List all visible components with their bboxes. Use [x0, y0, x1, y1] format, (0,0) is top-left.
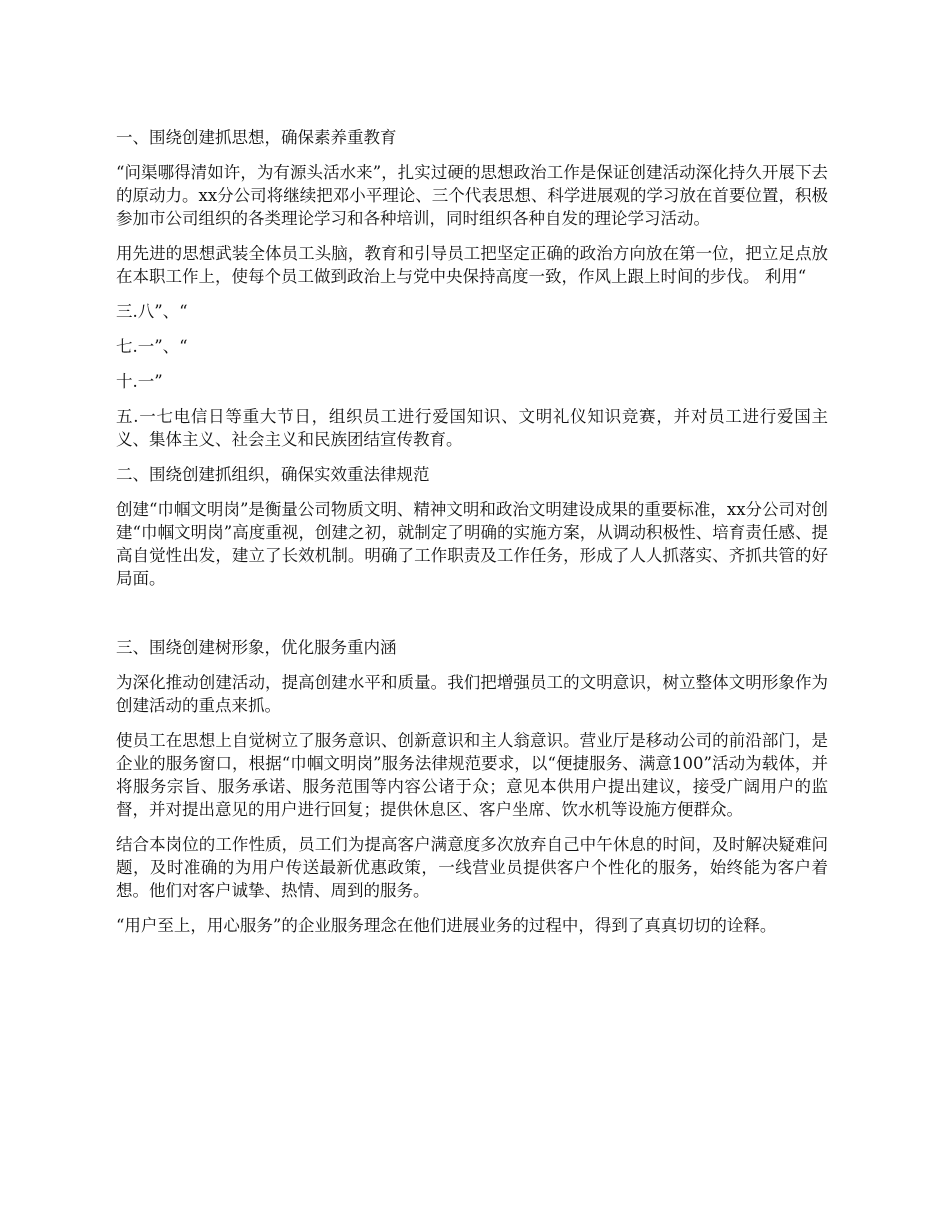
section-heading-3: 三、围绕创建树形象，优化服务重内涵: [116, 638, 397, 657]
paragraph: 七.一”、“: [116, 337, 188, 356]
section-heading-1: 一、围绕创建抓思想，确保素养重教育: [116, 128, 397, 147]
paragraph: 使员工在思想上自觉树立了服务意识、创新意识和主人翁意识。营业厅是移动公司的前沿部门，是企业的服务窗口，根据“巾帼文明岗”服务法律规范要求，以“便捷服务、满意100”活动为载体，并将服务宗旨、服务承诺、服务范围等内容公诸于众；意见本供用户提出建议，接受广阔用户的监督，并对提出意见的用户进行回复；提供休息区、客户坐席、饮水机等设施方便群众。: [116, 731, 828, 819]
document-page: [116, 126, 828, 949]
paragraph: 十.一”: [116, 372, 163, 391]
paragraph: 结合本岗位的工作性质，员工们为提高客户满意度多次放弃自己中午休息的时间，及时解决疑难问题，及时准确的为用户传送最新优惠政策，一线营业员提供客户个性化的服务，始终能为客户着想。他们对客户诚挚、热情、周到的服务。: [116, 835, 828, 900]
paragraph: 用先进的思想武装全体员工头脑，教育和引导员工把坚定正确的政治方向放在第一位，把立足点放在本职工作上，使每个员工做到政治上与党中央保持高度一致，作风上跟上时间的步伐。 利用“: [116, 244, 828, 286]
paragraph: “问渠哪得清如许，为有源头活水来”，扎实过硬的思想政治工作是保证创建活动深化持久开展下去的原动力。xx分公司将继续把邓小平理论、三个代表思想、科学进展观的学习放在首要位置，积极参加市公司组织的各类理论学习和各种培训，同时组织各种自发的理论学习活动。: [116, 163, 828, 228]
paragraph: 创建“巾帼文明岗”是衡量公司物质文明、精神文明和政治文明建设成果的重要标准，xx分公司对创建“巾帼文明岗”高度重视，创建之初，就制定了明确的实施方案，从调动积极性、培育责任感、提高自觉性出发，建立了长效机制。明确了工作职责及工作任务，形成了人人抓落实、齐抓共管的好局面。: [116, 500, 828, 588]
paragraph: 五.一七电信日等重大节日，组织员工进行爱国知识、文明礼仪知识竞赛，并对员工进行爱国主义、集体主义、社会主义和民族团结宣传教育。: [116, 407, 828, 449]
paragraph: “用户至上，用心服务”的企业服务理念在他们进展业务的过程中，得到了真真切切的诠释。: [116, 916, 777, 935]
paragraph: 三.八”、“: [116, 302, 188, 321]
section-heading-2: 二、围绕创建抓组织，确保实效重法律规范: [116, 465, 430, 484]
paragraph: 为深化推动创建活动，提高创建水平和质量。我们把增强员工的文明意识，树立整体文明形象作为创建活动的重点来抓。: [116, 673, 828, 715]
section-gap: [116, 602, 828, 636]
